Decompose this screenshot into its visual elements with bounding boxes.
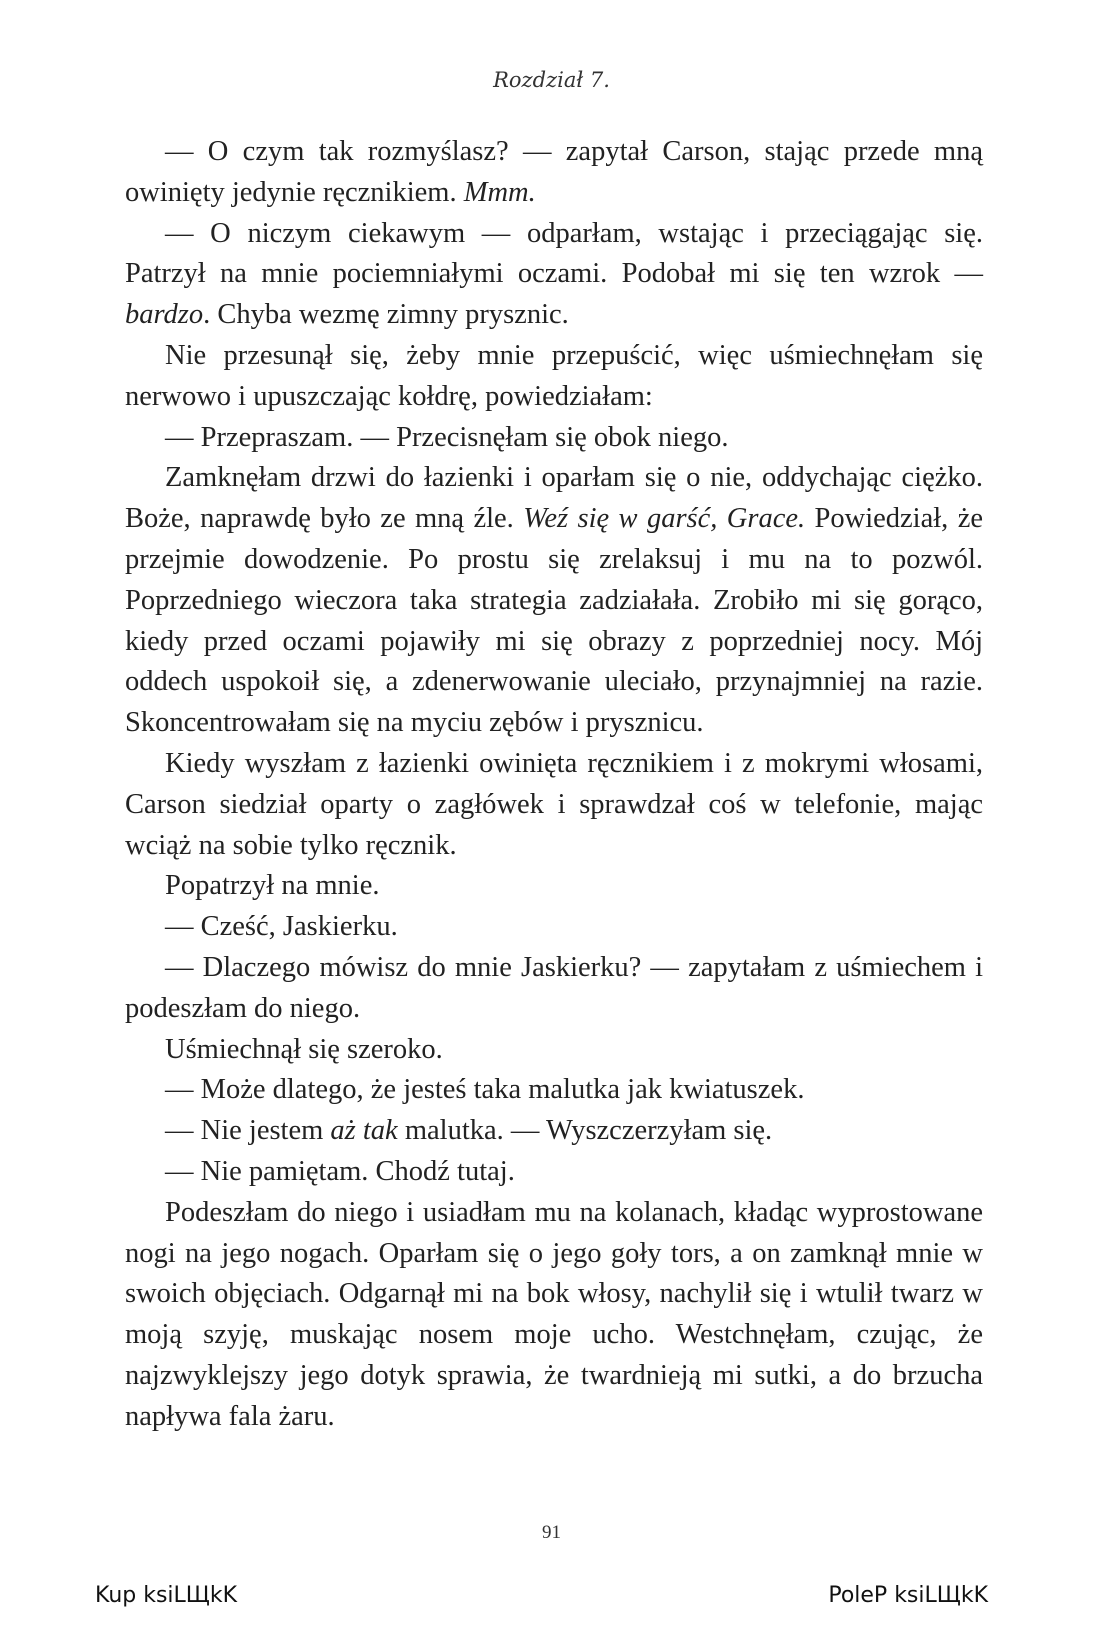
italic-text: Mmm. [463, 176, 536, 208]
paragraph [125, 418, 983, 459]
paragraph [125, 948, 983, 1030]
paragraph-text: — Może dlatego, że jesteś taka malutka jak kwiatuszek. [165, 1074, 805, 1106]
paragraph [125, 1111, 983, 1152]
paragraph [125, 132, 983, 214]
paragraph-text: Powiedział, że przejmie dowodzenie. Po prostu się zrelaksuj i mu na to pozwól. Poprzedniego wieczora taka strategia zadziałała. Zrobiło mi się gorąco, kiedy przed oczami pojawiły mi się obrazy z poprzedniej nocy. Mój oddech uspokoił się, a zdenerwowanie uleciało, przynajmniej na razie. Skoncentrowałam się na myciu zębów i prysznicu. [125, 503, 983, 739]
paragraph [125, 744, 983, 866]
paragraph-text: malutka. — Wyszczerzyłam się. [397, 1115, 773, 1147]
page-number: 91 [542, 1522, 561, 1543]
italic-text: Weź się w garść, Grace. [523, 503, 806, 535]
chapter-running-head: Rozdział 7. [493, 68, 610, 92]
italic-text: bardzo [125, 299, 204, 331]
italic-text: aż tak [330, 1115, 398, 1147]
paragraph-text: — Przepraszam. — Przecisnęłam się obok niego. [165, 421, 729, 453]
paragraph-text: — O niczym ciekawym — odparłam, wstając i przeciągając się. Patrzył na mnie pociemniałymi oczami. Podobał mi się ten wzrok — [125, 217, 983, 290]
paragraph [125, 1152, 983, 1193]
buy-book-link[interactable]: Kup ksiLЩkK [95, 1583, 238, 1608]
paragraph-text: — Dlaczego mówisz do mnie Jaskierku? — zapytałam z uśmiechem i podeszłam do niego. [125, 951, 983, 1024]
paragraph [125, 866, 983, 907]
paragraph-text: Zamknęłam drzwi do łazienki i oparłam się o nie, oddychając ciężko. Boże, naprawdę było ze mną źle. [125, 462, 983, 535]
paragraph [125, 1030, 983, 1071]
paragraph-text: — Nie pamiętam. Chodź tutaj. [165, 1155, 515, 1187]
paragraph [125, 1070, 983, 1111]
recommend-book-link[interactable]: PoleP ksiLЩkK [828, 1583, 988, 1608]
paragraph [125, 336, 983, 418]
paragraph [125, 907, 983, 948]
paragraph-text: . Chyba wezmę zimny prysznic. [203, 299, 569, 331]
paragraph-text: Nie przesunął się, żeby mnie przepuścić, więc uśmiechnęłam się nerwowo i upuszczając kołdrę, powiedziałam: [125, 339, 983, 412]
paragraph-text: Popatrzył na mnie. [165, 870, 380, 902]
paragraph [125, 1193, 983, 1438]
paragraph-text: Kiedy wyszłam z łazienki owinięta ręcznikiem i z mokrymi włosami, Carson siedział oparty o zagłówek i sprawdzał coś w telefonie, mając wciąż na sobie tylko ręcznik. [125, 747, 983, 861]
paragraph-text: — Nie jestem [165, 1115, 331, 1147]
paragraph-text: Podeszłam do niego i usiadłam mu na kolanach, kładąc wyprostowane nogi na jego nogach. Oparłam się o jego goły tors, a on zamknął mnie w swoich objęciach. Odgarnął mi na bok włosy, nachylił się i wtulił twarz w moją szyję, muskając nosem moje ucho. Westchnęłam, czując, że najzwyklejszy jego dotyk sprawia, że twardnieją mi sutki, a do brzucha napływa fala żaru. [125, 1196, 983, 1432]
paragraph-text: — Cześć, Jaskierku. [165, 911, 398, 943]
paragraph-text: — O czym tak rozmyślasz? — zapytał Carson, stając przede mną owinięty jedynie ręcznikiem. [125, 136, 983, 208]
paragraph [125, 458, 983, 744]
chapter-body-text [125, 132, 983, 1438]
paragraph [125, 214, 983, 336]
paragraph-text: Uśmiechnął się szeroko. [165, 1033, 443, 1065]
